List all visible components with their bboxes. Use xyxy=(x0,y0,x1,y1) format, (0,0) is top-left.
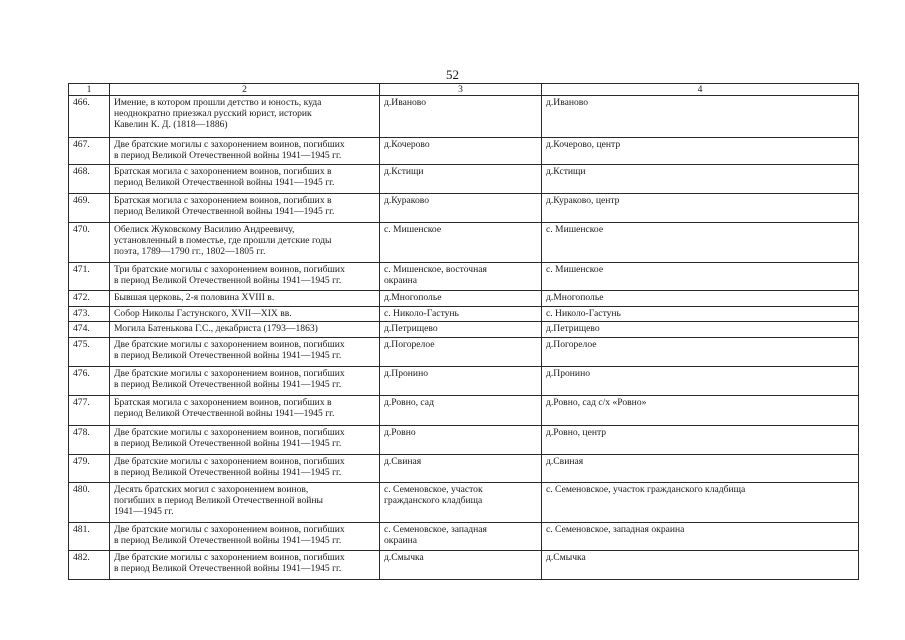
table-row xyxy=(69,291,859,307)
location-detail-cell: с. Мишенское xyxy=(542,223,859,263)
row-number-cell: 470. xyxy=(69,223,110,263)
table-row xyxy=(69,483,859,523)
location-detail-cell: д.Свиная xyxy=(542,455,859,483)
row-number-cell: 474. xyxy=(69,322,110,338)
monument-name-cell: Три братские могилы с захоронением воинов, погибших в период Великой Отечественной войны 1941—1945 гг. xyxy=(110,263,380,291)
location-detail-cell: с. Семеновское, участок гражданского кладбища xyxy=(542,483,859,523)
table-row xyxy=(69,223,859,263)
monument-name-cell: Братская могила с захоронением воинов, погибших в период Великой Отечественной войны 1941—1945 гг. xyxy=(110,396,380,426)
settlement-cell: д.Ровно xyxy=(380,426,542,455)
monument-name-cell: Две братские могилы с захоронением воинов, погибших в период Великой Отечественной войны 1941—1945 гг. xyxy=(110,426,380,455)
location-detail-cell: д.Погорелое xyxy=(542,338,859,367)
column-header-3: 3 xyxy=(380,84,542,96)
column-header-1: 1 xyxy=(69,84,110,96)
column-header-4: 4 xyxy=(542,84,859,96)
location-detail-cell: с. Николо-Гастунь xyxy=(542,307,859,322)
page-number: 52 xyxy=(446,67,459,82)
monument-name-cell: Две братские могилы с захоронением воинов, погибших в период Великой Отечественной войны 1941—1945 гг. xyxy=(110,138,380,165)
settlement-cell: с. Мишенское xyxy=(380,223,542,263)
monument-name-cell: Десять братских могил с захоронением воинов, погибших в период Великой Отечественной войны 1941—1945 гг. xyxy=(110,483,380,523)
row-number-cell: 479. xyxy=(69,455,110,483)
row-number-cell: 471. xyxy=(69,263,110,291)
monument-name-cell: Обелиск Жуковскому Василию Андреевичу, установленный в поместье, где прошли детские годы поэта, 1789—1790 гг., 1802—1805 гг. xyxy=(110,223,380,263)
monument-name-cell: Могила Батенькова Г.С., декабриста (1793—1863) xyxy=(110,322,380,338)
location-detail-cell: д.Смычка xyxy=(542,551,859,580)
table-row xyxy=(69,263,859,291)
location-detail-cell: д.Многополье xyxy=(542,291,859,307)
monument-name-cell: Собор Николы Гастунского, XVII—XIX вв. xyxy=(110,307,380,322)
monument-name-cell: Две братские могилы с захоронением воинов, погибших в период Великой Отечественной войны 1941—1945 гг. xyxy=(110,367,380,396)
location-detail-cell: с. Мишенское xyxy=(542,263,859,291)
table-row xyxy=(69,523,859,551)
monument-name-cell: Две братские могилы с захоронением воинов, погибших в период Великой Отечественной войны 1941—1945 гг. xyxy=(110,551,380,580)
table-row xyxy=(69,455,859,483)
settlement-cell: д.Ровно, сад xyxy=(380,396,542,426)
row-number-cell: 480. xyxy=(69,483,110,523)
settlement-cell: д.Петрищево xyxy=(380,322,542,338)
table-row xyxy=(69,396,859,426)
settlement-cell: д.Многополье xyxy=(380,291,542,307)
monument-name-cell: Имение, в котором прошли детство и юность, куда неоднократно приезжал русский юрист, историк Кавелин К. Д. (1818—1886) xyxy=(110,96,380,138)
table-row xyxy=(69,367,859,396)
location-detail-cell: д.Пронино xyxy=(542,367,859,396)
row-number-cell: 481. xyxy=(69,523,110,551)
row-number-cell: 468. xyxy=(69,165,110,194)
row-number-cell: 476. xyxy=(69,367,110,396)
table-row xyxy=(69,307,859,322)
location-detail-cell: д.Ровно, центр xyxy=(542,426,859,455)
location-detail-cell: д.Петрищево xyxy=(542,322,859,338)
table-row xyxy=(69,426,859,455)
table-row xyxy=(69,338,859,367)
row-number-cell: 478. xyxy=(69,426,110,455)
location-detail-cell: с. Семеновское, западная окраина xyxy=(542,523,859,551)
location-detail-cell: д.Ровно, сад с/х «Ровно» xyxy=(542,396,859,426)
location-detail-cell: д.Кочерово, центр xyxy=(542,138,859,165)
column-header-2: 2 xyxy=(110,84,380,96)
settlement-cell: с. Мишенское, восточная окраина xyxy=(380,263,542,291)
row-number-cell: 473. xyxy=(69,307,110,322)
monument-name-cell: Бывшая церковь, 2-я половина XVIII в. xyxy=(110,291,380,307)
table-row xyxy=(69,322,859,338)
settlement-cell: д.Пронино xyxy=(380,367,542,396)
monument-name-cell: Две братские могилы с захоронением воинов, погибших в период Великой Отечественной войны 1941—1945 гг. xyxy=(110,338,380,367)
settlement-cell: д.Иваново xyxy=(380,96,542,138)
table-header-row xyxy=(69,84,859,96)
row-number-cell: 467. xyxy=(69,138,110,165)
monument-name-cell: Братская могила с захоронением воинов, погибших в период Великой Отечественной войны 1941—1945 гг. xyxy=(110,194,380,223)
heritage-registry-table xyxy=(68,83,859,580)
table-row xyxy=(69,194,859,223)
monument-name-cell: Две братские могилы с захоронением воинов, погибших в период Великой Отечественной войны 1941—1945 гг. xyxy=(110,455,380,483)
location-detail-cell: д.Кураково, центр xyxy=(542,194,859,223)
settlement-cell: с. Николо-Гастунь xyxy=(380,307,542,322)
settlement-cell: с. Семеновское, западная окраина xyxy=(380,523,542,551)
row-number-cell: 466. xyxy=(69,96,110,138)
monument-name-cell: Две братские могилы с захоронением воинов, погибших в период Великой Отечественной войны 1941—1945 гг. xyxy=(110,523,380,551)
table-body xyxy=(69,96,859,580)
row-number-cell: 472. xyxy=(69,291,110,307)
settlement-cell: д.Смычка xyxy=(380,551,542,580)
location-detail-cell: д.Кстищи xyxy=(542,165,859,194)
row-number-cell: 469. xyxy=(69,194,110,223)
row-number-cell: 477. xyxy=(69,396,110,426)
monument-name-cell: Братская могила с захоронением воинов, погибших в период Великой Отечественной войны 1941—1945 гг. xyxy=(110,165,380,194)
table-row xyxy=(69,138,859,165)
settlement-cell: д.Кстищи xyxy=(380,165,542,194)
settlement-cell: д.Кураково xyxy=(380,194,542,223)
table-row xyxy=(69,551,859,580)
location-detail-cell: д.Иваново xyxy=(542,96,859,138)
settlement-cell: с. Семеновское, участок гражданского кладбища xyxy=(380,483,542,523)
settlement-cell: д.Свиная xyxy=(380,455,542,483)
row-number-cell: 482. xyxy=(69,551,110,580)
settlement-cell: д.Погорелое xyxy=(380,338,542,367)
table-row xyxy=(69,96,859,138)
settlement-cell: д.Кочерово xyxy=(380,138,542,165)
row-number-cell: 475. xyxy=(69,338,110,367)
table-row xyxy=(69,165,859,194)
